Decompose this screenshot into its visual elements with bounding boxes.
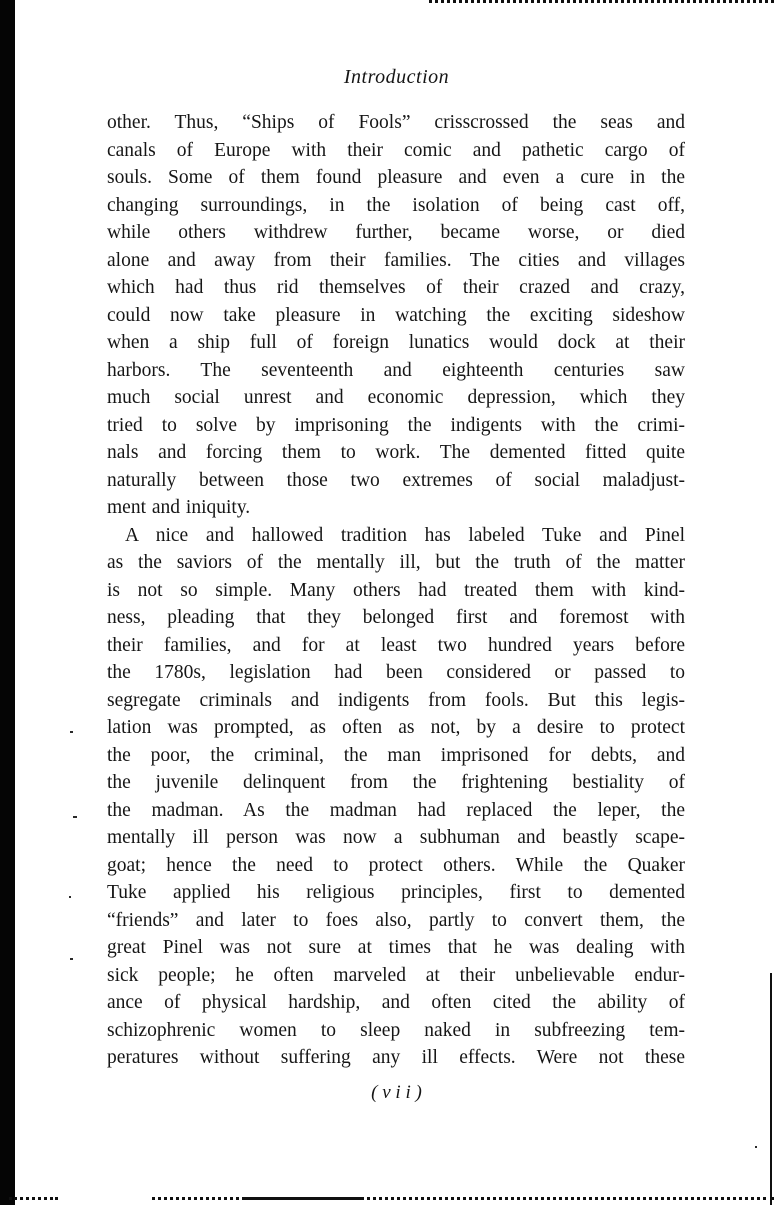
text-line: sick people; he often marveled at their unbelievable endur-: [107, 964, 685, 986]
text-line: great Pinel was not sure at times that he was dealing with: [107, 937, 685, 958]
text-line: other. Thus, “Ships of Fools” crisscrossed the seas and: [107, 112, 685, 133]
text-line: changing surroundings, in the isolation of being cast off,: [107, 194, 685, 216]
scan-edge-right: [770, 973, 772, 1205]
text-line: Tuke applied his religious principles, first to demented: [107, 882, 685, 903]
text-line: alone and away from their families. The cities and villages: [107, 249, 685, 271]
text-line: nals and forcing them to work. The demented fitted quite: [107, 442, 685, 463]
text-line: naturally between those two extremes of social maladjust-: [107, 469, 685, 491]
scan-speck: [755, 1146, 757, 1148]
text-line: the poor, the criminal, the man imprisoned for debts, and: [107, 744, 685, 766]
text-line: while others withdrew further, became worse, or died: [107, 222, 685, 243]
text-line: mentally ill person was now a subhuman and beastly scape-: [107, 827, 685, 848]
text-line: which had thus rid themselves of their crazed and crazy,: [107, 277, 685, 298]
text-line: lation was prompted, as often as not, by a desire to protect: [107, 717, 685, 738]
text-line: much social unrest and economic depression, which they: [107, 387, 685, 408]
text-line: harbors. The seventeenth and eighteenth centuries saw: [107, 359, 685, 381]
scan-edge-bottom: [9, 1197, 58, 1200]
text-line: segregate criminals and indigents from fools. But this legis-: [107, 689, 685, 711]
scan-speck: [69, 896, 71, 898]
text-line: the 1780s, legislation had been considered or passed to: [107, 662, 685, 683]
page-number: ( v i i ): [371, 1082, 422, 1103]
text-line: their families, and for at least two hundred years before: [107, 634, 685, 656]
scan-speck: [70, 958, 73, 960]
text-line: schizophrenic women to sleep naked in subfreezing tem-: [107, 1019, 685, 1041]
text-line: as the saviors of the mentally ill, but the truth of the matter: [107, 552, 685, 573]
text-line: could now take pleasure in watching the exciting sideshow: [107, 304, 685, 326]
scan-speck: [70, 731, 73, 733]
text-line: canals of Europe with their comic and pathetic cargo of: [107, 139, 685, 161]
text-line: “friends” and later to foes also, partly to convert them, the: [107, 909, 685, 931]
text-line: the juvenile delinquent from the frightening bestiality of: [107, 772, 685, 793]
text-line: goat; hence the need to protect others. While the Quaker: [107, 854, 685, 876]
text-line: tried to solve by imprisoning the indigents with the crimi-: [107, 414, 685, 436]
text-line: when a ship full of foreign lunatics would dock at their: [107, 332, 685, 353]
scan-edge-bottom: [245, 1197, 360, 1200]
text-line: the madman. As the madman had replaced the leper, the: [107, 799, 685, 821]
text-line: ment and iniquity.: [107, 497, 251, 518]
book-spine-shadow: [0, 0, 15, 1205]
running-head: Introduction: [343, 66, 450, 88]
text-line: ness, pleading that they belonged first and foremost with: [107, 607, 685, 628]
scan-edge-top: [429, 0, 774, 3]
text-line: souls. Some of them found pleasure and even a cure in the: [107, 167, 685, 188]
scan-edge-bottom: [152, 1197, 245, 1200]
scan-speck: [73, 816, 77, 818]
text-line: is not so simple. Many others had treated them with kind-: [107, 579, 685, 601]
scan-edge-bottom: [360, 1197, 774, 1200]
text-line: A nice and hallowed tradition has labeled Tuke and Pinel: [125, 524, 685, 546]
text-line: ance of physical hardship, and often cited the ability of: [107, 992, 685, 1013]
text-line: peratures without suffering any ill effects. Were not these: [107, 1047, 685, 1068]
page-text-block: [107, 109, 685, 1072]
